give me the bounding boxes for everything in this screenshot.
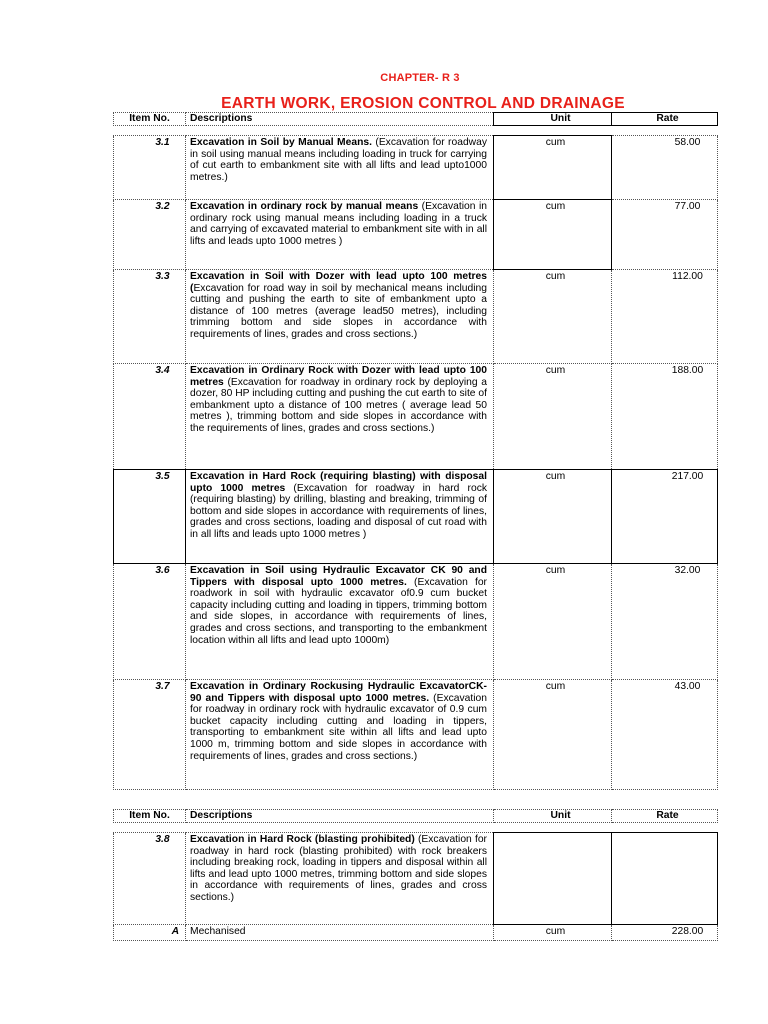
- item-number: 3.3: [114, 270, 186, 364]
- item-description: Excavation in Hard Rock (blasting prohibited) (Excavation for roadway in hard rock (blasting prohibited) with rock breakers including breaking rock, loading in tippers and disposal within all lifts and lead upto 1000 metres, trimming bottom and side slopes in accordance with requirements of lines, grades and cross sections.): [186, 833, 494, 925]
- header-unit: Unit: [494, 113, 612, 126]
- item-unit: cum: [494, 470, 612, 564]
- item-unit: cum: [494, 270, 612, 364]
- item-description: Excavation in Soil with Dozer with lead upto 100 metres (Excavation for road way in soil by mechanical means including cutting and pushing the earth to site of embankment upto a distance of 100 metres (average lead50 metres), including trimming bottom and side slopes in accordance with requirements of lines, grades and cross sections.): [186, 270, 494, 364]
- header-item-no: Item No.: [114, 113, 186, 126]
- table-header-row: [114, 113, 718, 126]
- item-description: Excavation in Soil by Manual Means. (Excavation for roadway in soil using manual means including loading in truck for carrying of cut earth to embankment site with all lifts and lead upto1000 metres.): [186, 136, 494, 200]
- item-number: 3.5: [114, 470, 186, 564]
- table-header-row: [114, 810, 718, 823]
- header-descriptions: Descriptions: [186, 810, 494, 823]
- sub-item-rate: 228.00: [612, 925, 718, 941]
- item-description: Excavation in Ordinary Rockusing Hydraulic ExcavatorCK-90 and Tippers with disposal upto 1000 metres. (Excavation for roadway in ordinary rock with hydraulic excavator of 0.9 cum bucket capacity including cutting and loading in tippers, transporting to embankment site within all lifts and lead upto 1000 m, trimming bottom and side slopes in accordance with requirements of lines, grades and cross sections.): [186, 680, 494, 790]
- item-description: Excavation in Ordinary Rock with Dozer with lead upto 100 metres (Excavation for roadway in ordinary rock by deploying a dozer, 80 HP including cutting and pushing the cut earth to site of embankment upto a distance of 100 metres ( average lead 50 metres ), trimming bottom and side slopes in accordance with the requirements of lines, grades and cross sections.): [186, 364, 494, 470]
- table-row: [114, 564, 718, 680]
- header-rate: Rate: [612, 113, 718, 126]
- item-number: 3.2: [114, 200, 186, 270]
- item-number: 3.1: [114, 136, 186, 200]
- rates-table-2: [113, 809, 718, 941]
- item-unit: cum: [494, 364, 612, 470]
- chapter-heading: CHAPTER- R 3: [380, 72, 460, 84]
- rates-table-1: [113, 112, 718, 790]
- item-rate: [612, 833, 718, 925]
- item-unit: [494, 833, 612, 925]
- item-number: 3.8: [114, 833, 186, 925]
- sub-item-unit: cum: [494, 925, 612, 941]
- table-row: [114, 680, 718, 790]
- header-descriptions: Descriptions: [186, 113, 494, 126]
- item-number: 3.4: [114, 364, 186, 470]
- sub-item-letter: A: [114, 925, 186, 941]
- item-number: 3.6: [114, 564, 186, 680]
- table-row: [114, 925, 718, 941]
- item-rate: 32.00: [612, 564, 718, 680]
- item-description: Excavation in Soil using Hydraulic Excavator CK 90 and Tippers with disposal upto 1000 metres. (Excavation for roadwork in soil with hydraulic excavator of0.9 cum bucket capacity including cutting and loading in tippers, trimming bottom and side slopes, in accordance with requirements of lines, grades and cross sections, and transporting to the embankment location within all lifts and lead upto 1000m): [186, 564, 494, 680]
- item-rate: 77.00: [612, 200, 718, 270]
- header-item-no: Item No.: [114, 810, 186, 823]
- item-rate: 112.00: [612, 270, 718, 364]
- item-unit: cum: [494, 680, 612, 790]
- item-number: 3.7: [114, 680, 186, 790]
- item-unit: cum: [494, 564, 612, 680]
- table-row: [114, 833, 718, 925]
- table-row: [114, 470, 718, 564]
- page-title: EARTH WORK, EROSION CONTROL AND DRAINAGE: [221, 95, 625, 112]
- table-row: [114, 364, 718, 470]
- header-rate: Rate: [612, 810, 718, 823]
- item-rate: 188.00: [612, 364, 718, 470]
- item-rate: 58.00: [612, 136, 718, 200]
- table-row: [114, 200, 718, 270]
- item-rate: 43.00: [612, 680, 718, 790]
- item-description: Excavation in Hard Rock (requiring blasting) with disposal upto 1000 metres (Excavation for roadway in hard rock (requiring blasting) by drilling, blasting and breaking, trimming of bottom and side slopes in accordance with requirements of lines, grades and cross sections, loading and disposal of cut road with in all lifts and leads upto 1000 metres ): [186, 470, 494, 564]
- item-rate: 217.00: [612, 470, 718, 564]
- item-unit: cum: [494, 200, 612, 270]
- item-unit: cum: [494, 136, 612, 200]
- item-description: Excavation in ordinary rock by manual means (Excavation in ordinary rock using manual means including loading in a truck and carrying of excavated material to embankment site with in all lifts and leads upto 1000 metres ): [186, 200, 494, 270]
- table-row: [114, 270, 718, 364]
- table-row: [114, 136, 718, 200]
- header-unit: Unit: [494, 810, 612, 823]
- sub-item-description: Mechanised: [186, 925, 494, 941]
